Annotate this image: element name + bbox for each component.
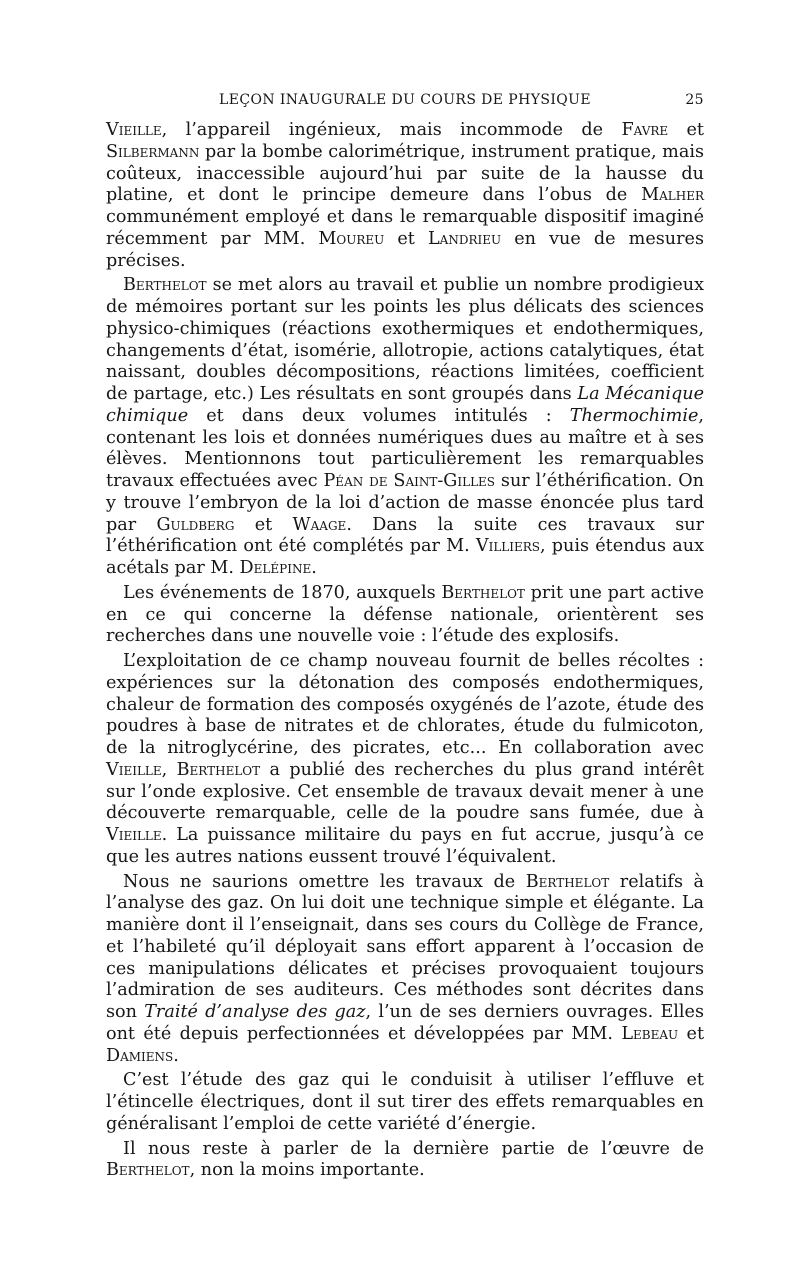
book-title: Traité d’analyse des gaz	[144, 1002, 366, 1022]
proper-name: Landrieu	[428, 228, 502, 249]
text-run: , contenant les lois et données numériques dues au maître et à ses élèves. Mentionnons tout particulièrement les remarquables travaux effectuées avec	[106, 405, 704, 491]
text-run: se met alors au travail et publie un nombre prodigieux de mémoires portant sur les points les plus délicats des sciences physico-chimiques (réactions exothermiques et endothermiques, changements d’état, isomérie, allotropie, actions catalytiques, état naissant, doubles décompositions, réactions limitées, coefficient de partage, etc.) Les résultats en sont groupés dans	[106, 275, 704, 404]
text-run: a publié des recherches du plus grand intérêt sur l’onde explosive. Cet ensemble de travaux devait mener à une découverte remarquable, celle de la poudre sans fumée, due à	[106, 759, 704, 824]
paragraph-3	[106, 583, 704, 648]
text-run: Les événements de 1870, auxquels	[123, 582, 442, 603]
proper-name: Favre	[621, 120, 669, 140]
proper-name: Berthelot	[106, 1160, 190, 1181]
text-run: prit une part active en ce qui concerne la défense nationale, orientèrent ses recherches dans une nouvelle voie : l’étude des explosifs.	[106, 582, 704, 647]
text-run: relatifs à l’analyse des gaz. On lui doit une technique simple et élégante. La manière dont il l’enseignait, dans ses cours du Collège de France, et l’habileté qu’il déployait sans effort apparent à l’occasion de ces manipulations délicates et précises provoquaient toujours l’admiration de ses auditeurs. Ces méthodes sont décrites dans son	[106, 871, 704, 1022]
body-text	[106, 120, 704, 1185]
proper-name: Guldberg	[156, 514, 235, 535]
text-run: par la bombe calorimétrique, instrument pratique, mais coûteux, inaccessible aujourd’hui par suite de la hausse du platine, et dont le principe demeure dans l’obus de	[106, 141, 704, 206]
proper-name: Berthelot	[441, 582, 525, 603]
paragraph-5	[106, 872, 704, 1068]
proper-name: Berthelot	[176, 759, 261, 780]
paragraph-6	[106, 1070, 704, 1135]
proper-name: Vieille	[106, 825, 162, 845]
proper-name: Waage	[292, 514, 347, 535]
text-run: et	[234, 514, 293, 535]
proper-name: Silbermann	[106, 141, 200, 162]
paragraph-2	[106, 275, 704, 580]
text-run: et dans deux volumes intitulés :	[188, 405, 570, 426]
paragraph-7	[106, 1139, 704, 1183]
proper-name: Berthelot	[123, 275, 207, 296]
running-head	[106, 92, 704, 112]
proper-name: Moureu	[318, 228, 385, 249]
text-run: communément employé et dans le remarquable dispositif imaginé récemment par MM.	[106, 207, 704, 249]
text-run: Nous ne saurions omettre les travaux de	[123, 871, 526, 892]
text-run: , l’appareil ingénieux, mais incommode de	[161, 120, 622, 140]
text-run: ,	[161, 759, 177, 780]
proper-name: Péan de Saint-Gilles	[323, 471, 496, 491]
paragraph-4	[106, 651, 704, 869]
book-title: Thermochimie	[569, 405, 699, 426]
text-run: . Dans la suite ces travaux sur l’éthérification ont été complétés par M.	[106, 514, 704, 557]
proper-name: Berthelot	[525, 871, 610, 892]
text-run: .	[311, 558, 317, 578]
proper-name: Malher	[641, 185, 704, 206]
proper-name: Vieille	[106, 120, 162, 140]
running-head-title: LEÇON INAUGURALE DU COURS DE PHYSIQUE	[219, 92, 591, 108]
text-run: et	[384, 228, 428, 249]
proper-name: Vieille	[106, 759, 162, 780]
text-run: et	[668, 120, 705, 140]
text-run: , l’un de ses derniers ouvrages. Elles ont été depuis perfectionnées et développées par MM.	[106, 1002, 704, 1044]
book-title: La Mécanique chimique	[106, 384, 704, 426]
text-run: C’est l’étude des gaz qui le conduisit à utiliser l’effluve et l’étincelle électriques, dont il sut tirer des effets remarquables en généralisant l’emploi de cette variété d’énergie.	[106, 1070, 704, 1134]
proper-name: Delépine	[239, 558, 312, 578]
paragraph-1	[106, 120, 704, 272]
text-run: . La puissance militaire du pays en fut accrue, jusqu’à ce que les autres nations eussent trouvé l’équivalent.	[106, 825, 704, 867]
text-run: et	[678, 1023, 705, 1044]
proper-name: Villiers	[475, 536, 541, 557]
text-run: , non la moins importante.	[189, 1160, 425, 1181]
proper-name: Lebeau	[621, 1023, 679, 1044]
text-run: , puis étendus aux acétals par M.	[106, 536, 704, 578]
text-run: .	[173, 1045, 179, 1066]
proper-name: Damiens	[106, 1045, 174, 1066]
text-run: Il nous reste à parler de la dernière partie de l’œuvre de	[123, 1138, 704, 1159]
page-number: 25	[685, 92, 704, 108]
text-run: sur l’éthérification. On y trouve l’embryon de la loi d’action de masse énoncée plus tard par	[106, 471, 705, 535]
text-run: L’exploitation de ce champ nouveau fournit de belles récoltes : expériences sur la détonation des composés endothermiques, chaleur de formation des composés oxygénés de l’azote, étude des poudres à base de nitrates et de chlorates, étude du fulmicoton, de la nitroglycérine, des picrates, etc... En collaboration avec	[106, 651, 704, 758]
text-run: en vue de mesures précises.	[106, 228, 704, 271]
